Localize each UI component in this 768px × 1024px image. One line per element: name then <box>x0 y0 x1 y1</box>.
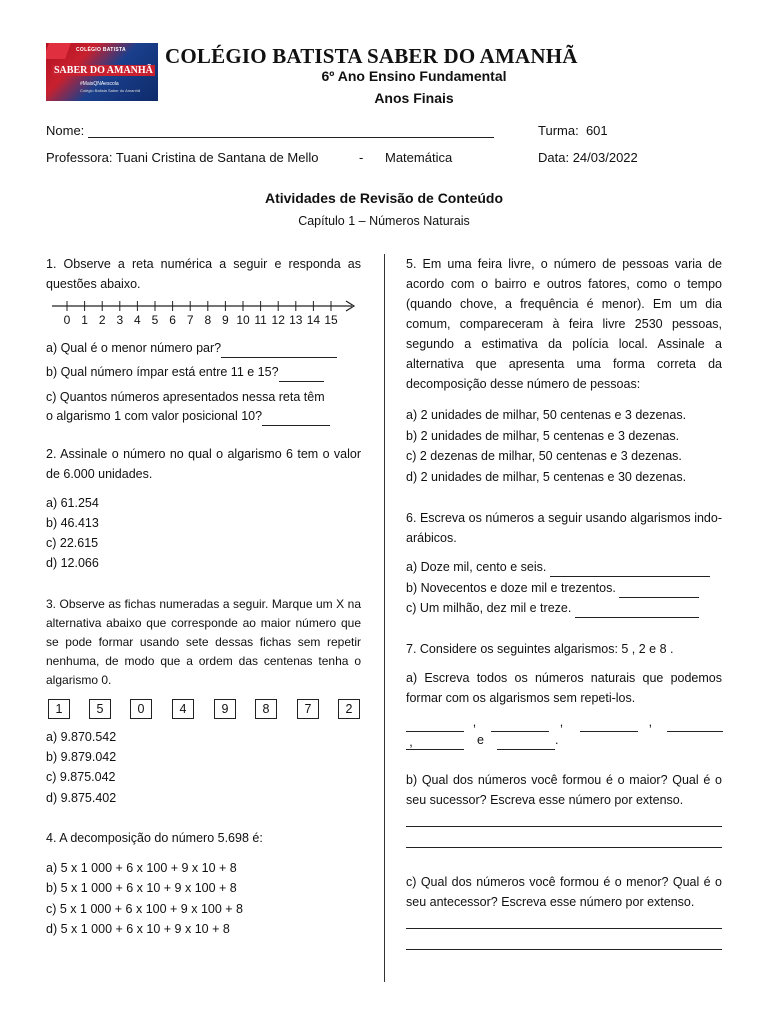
comma: , <box>472 715 477 729</box>
q7-c-answer-line[interactable] <box>406 949 722 950</box>
number-line-label: 6 <box>169 313 176 327</box>
q4-option-d[interactable]: d) 5 x 1 000 + 6 x 10 + 9 x 10 + 8 <box>46 922 230 936</box>
name-row <box>46 123 494 138</box>
q6-a-answer[interactable] <box>550 563 710 577</box>
q7-b-answer-line[interactable] <box>406 826 722 827</box>
q1-c <box>46 406 361 426</box>
number-card: 5 <box>89 699 111 719</box>
class-value: 601 <box>585 123 608 138</box>
logo-line-2: SABER DO AMANHÃ <box>54 65 153 76</box>
q7-c-answer-line[interactable] <box>406 928 722 929</box>
q4-option-c[interactable]: c) 5 x 1 000 + 6 x 100 + 9 x 100 + 8 <box>46 902 244 916</box>
comma: , <box>409 735 413 749</box>
q1-a-answer[interactable] <box>221 344 337 358</box>
separator: - <box>359 150 364 165</box>
q6-b <box>406 578 722 598</box>
q5-option-c[interactable]: c) 2 dezenas de milhar, 50 centenas e 3 dezenas. <box>406 449 682 463</box>
q7-text: 7. Considere os seguintes algarismos: 5 , 2 e 8 . <box>406 642 674 656</box>
q3-option-d[interactable]: d) 9.875.402 <box>46 791 117 805</box>
grade-label: 6º Ano Ensino Fundamental <box>321 68 507 84</box>
q7-c-text: c) Qual dos números você formou é o menor? Qual é o seu antecessor? Escreva esse número por extenso. <box>406 875 722 909</box>
subject: Matemática <box>385 150 453 165</box>
q6-c-answer[interactable] <box>575 604 699 618</box>
q6-b-text: b) Novecentos e doze mil e trezentos. <box>406 581 616 595</box>
q4-option-b[interactable]: b) 5 x 1 000 + 6 x 10 + 9 x 100 + 8 <box>46 881 237 895</box>
number-line <box>46 296 364 328</box>
number-line-label: 4 <box>134 313 141 327</box>
date-row <box>538 150 638 165</box>
q5-option-d[interactable]: d) 2 unidades de milhar, 5 centenas e 30 dezenas. <box>406 470 687 484</box>
number-line-label: 8 <box>204 313 212 327</box>
date-value: 24/03/2022 <box>572 150 638 165</box>
stage-label: Anos Finais <box>374 90 454 106</box>
school-name: COLÉGIO BATISTA SABER DO AMANHÃ <box>165 44 578 68</box>
q7-a-text: a) Escreva todos os números naturais que podemos formar com os algarismos sem repeti-los. <box>406 671 722 705</box>
number-card: 2 <box>338 699 360 719</box>
q1-b <box>46 362 361 382</box>
name-field[interactable] <box>88 125 494 138</box>
q5-option-a[interactable]: a) 2 unidades de milhar, 50 centenas e 3 dezenas. <box>406 408 687 422</box>
q2-text: 2. Assinale o número no qual o algarismo 6 tem o valor de 6.000 unidades. <box>46 447 361 481</box>
number-line-label: 13 <box>289 313 303 327</box>
number-line-label: 11 <box>254 313 267 327</box>
q7-b-answer-line[interactable] <box>406 847 722 848</box>
q5-text: 5. Em uma feira livre, o número de pessoas varia de acordo com o bairro e outros fatores, como o tempo (quando chove, a frequência é menor). Em um dia comum, compareceram à feira livre 2530 pessoas, segundo a estimativa da polícia local. Assinale a alternativa que apresenta uma forma correta da decomposição desse número de pessoas: <box>406 257 722 391</box>
q1-b-text: b) Qual número ímpar está entre 11 e 15? <box>46 365 279 379</box>
page-subtitle: Capítulo 1 – Números Naturais <box>298 214 470 228</box>
column-divider <box>384 254 385 982</box>
number-card: 8 <box>255 699 277 719</box>
number-line-label: 2 <box>98 313 106 327</box>
q1-text: 1. Observe a reta numérica a seguir e responda as questões abaixo. <box>46 257 361 291</box>
logo-line-3: #MaisQNAescola <box>80 81 119 87</box>
comma: , <box>648 715 653 729</box>
class-row <box>538 123 608 138</box>
number-card: 9 <box>214 699 236 719</box>
q3-option-c[interactable]: c) 9.875.042 <box>46 770 116 784</box>
number-line-label: 3 <box>116 313 124 327</box>
number-line-label: 5 <box>151 313 159 327</box>
q7-a-answer-blank[interactable] <box>497 736 555 750</box>
q1-c-answer[interactable] <box>262 412 330 426</box>
q1-b-answer[interactable] <box>279 368 324 382</box>
q3-option-a[interactable]: a) 9.870.542 <box>46 730 117 744</box>
logo-flag <box>46 43 71 59</box>
number-line-label: 0 <box>63 313 71 327</box>
logo-line-1: COLÉGIO BATISTA <box>76 47 126 53</box>
number-line-label: 15 <box>324 313 338 327</box>
number-card: 4 <box>172 699 194 719</box>
and-label: e <box>477 733 484 747</box>
class-label: Turma: <box>538 123 579 138</box>
q6-text: 6. Escreva os números a seguir usando algarismos indo-arábicos. <box>406 511 722 545</box>
logo-line-4: Colégio Batista Saber do Amanhã <box>80 88 141 93</box>
q1-a-text: a) Qual é o menor número par? <box>46 341 222 355</box>
number-card: 7 <box>297 699 319 719</box>
number-line-label: 9 <box>222 313 229 327</box>
q5-option-b[interactable]: b) 2 unidades de milhar, 5 centenas e 3 dezenas. <box>406 429 680 443</box>
number-card: 0 <box>130 699 152 719</box>
date-label: Data: <box>538 150 570 165</box>
q7-a-answers-row2 <box>406 730 724 750</box>
number-line-label: 1 <box>81 313 88 327</box>
q6-c-text: c) Um milhão, dez mil e treze. <box>406 601 572 615</box>
page-title: Atividades de Revisão de Conteúdo <box>264 190 504 206</box>
q1-c2-text: o algarismo 1 com valor posicional 10? <box>46 409 263 423</box>
number-line-label: 10 <box>236 313 250 327</box>
q4-option-a[interactable]: a) 5 x 1 000 + 6 x 100 + 9 x 10 + 8 <box>46 861 237 875</box>
q1-a <box>46 338 361 358</box>
teacher-value: Tuani Cristina de Santana de Mello <box>115 150 319 165</box>
q6-b-answer[interactable] <box>619 584 699 598</box>
number-line-label: 7 <box>186 313 194 327</box>
period: . <box>554 733 559 747</box>
number-card: 1 <box>48 699 70 719</box>
q2-option-a[interactable]: a) 61.254 <box>46 496 99 510</box>
q6-c <box>406 598 722 618</box>
comma: , <box>559 715 564 729</box>
q2-option-d[interactable]: d) 12.066 <box>46 556 99 570</box>
q4-text: 4. A decomposição do número 5.698 é: <box>46 831 263 845</box>
q3-option-b[interactable]: b) 9.879.042 <box>46 750 117 764</box>
q3-text: 3. Observe as fichas numeradas a seguir. Marque um X na alternativa abaixo que corresponde ao maior número que se pode formar usando sete dessas fichas sem repetir nenhuma, de modo que a ordem das centenas tenha o algarismo 0. <box>46 597 361 687</box>
q2-option-b[interactable]: b) 46.413 <box>46 516 99 530</box>
q7-b-text: b) Qual dos números você formou é o maior? Qual é o seu sucessor? Escreva esse número por extenso. <box>406 773 722 807</box>
number-line-label: 14 <box>306 313 321 327</box>
teacher-row <box>46 150 318 165</box>
number-line-label: 12 <box>271 313 285 327</box>
q6-a-text: a) Doze mil, cento e seis. <box>406 560 547 574</box>
teacher-label: Professora: <box>46 150 113 165</box>
q6-a <box>406 557 722 577</box>
q7-a-answer-blank[interactable] <box>406 736 464 750</box>
q2-option-c[interactable]: c) 22.615 <box>46 536 99 550</box>
name-label: Nome: <box>46 123 85 138</box>
q1-c1: c) Quantos números apresentados nessa reta têm <box>46 390 325 404</box>
